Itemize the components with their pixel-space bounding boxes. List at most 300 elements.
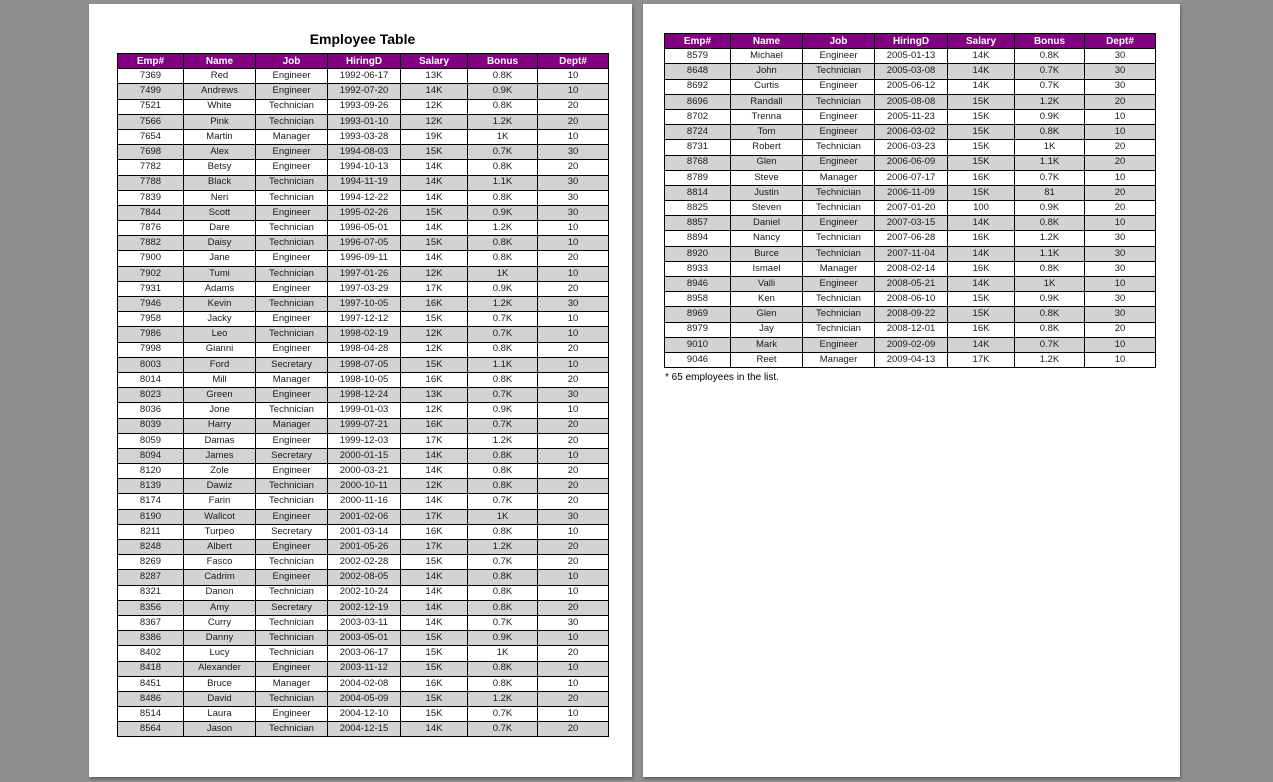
table-cell: 14K xyxy=(401,570,468,585)
table-row xyxy=(118,707,609,722)
column-header-emp: Emp# xyxy=(665,34,731,49)
table-cell: 2005-03-08 xyxy=(875,64,948,79)
table-cell: 0.9K xyxy=(1015,109,1085,124)
table-row xyxy=(118,509,609,524)
table-cell: 81 xyxy=(1015,185,1085,200)
table-cell: Gianni xyxy=(184,342,256,357)
table-cell: 15K xyxy=(401,236,468,251)
table-cell: Technician xyxy=(803,246,875,261)
table-cell: 7654 xyxy=(118,129,184,144)
table-cell: 2001-03-14 xyxy=(328,524,401,539)
table-cell: 1994-11-19 xyxy=(328,175,401,190)
table-cell: 1K xyxy=(468,509,538,524)
table-cell: Lucy xyxy=(184,646,256,661)
table-cell: 8486 xyxy=(118,691,184,706)
table-cell: Engineer xyxy=(256,707,328,722)
table-cell: 17K xyxy=(401,281,468,296)
table-cell: 30 xyxy=(538,388,609,403)
table-cell: Jason xyxy=(184,722,256,737)
table-cell: Jone xyxy=(184,403,256,418)
table-cell: 15K xyxy=(948,125,1015,140)
table-cell: 30 xyxy=(1085,292,1156,307)
table-cell: 2004-02-08 xyxy=(328,676,401,691)
table-cell: 20 xyxy=(1085,185,1156,200)
table-row xyxy=(118,448,609,463)
table-cell: 1993-01-10 xyxy=(328,114,401,129)
table-cell: 1.2K xyxy=(468,540,538,555)
table-cell: 30 xyxy=(538,190,609,205)
table-cell: Technician xyxy=(256,646,328,661)
table-cell: Cadrim xyxy=(184,570,256,585)
table-cell: Randall xyxy=(731,94,803,109)
table-cell: 30 xyxy=(1085,79,1156,94)
column-header-hiringd: HiringD xyxy=(328,54,401,69)
table-row xyxy=(665,277,1156,292)
table-cell: 2008-05-21 xyxy=(875,277,948,292)
table-cell: 1997-01-26 xyxy=(328,266,401,281)
table-cell: 10 xyxy=(538,84,609,99)
table-row xyxy=(665,261,1156,276)
table-cell: 20 xyxy=(538,160,609,175)
table-cell: 8367 xyxy=(118,615,184,630)
table-cell: 2003-05-01 xyxy=(328,631,401,646)
table-cell: 15K xyxy=(948,109,1015,124)
table-cell: 1997-10-05 xyxy=(328,297,401,312)
table-cell: Technician xyxy=(803,322,875,337)
table-cell: Technician xyxy=(803,201,875,216)
table-cell: 20 xyxy=(538,251,609,266)
table-cell: 7698 xyxy=(118,145,184,160)
table-cell: 17K xyxy=(401,509,468,524)
table-cell: 2002-08-05 xyxy=(328,570,401,585)
table-cell: Technician xyxy=(256,236,328,251)
table-cell: Harry xyxy=(184,418,256,433)
table-row xyxy=(665,185,1156,200)
table-row xyxy=(665,246,1156,261)
table-cell: Wallcot xyxy=(184,509,256,524)
table-cell: 15K xyxy=(401,631,468,646)
table-cell: Engineer xyxy=(256,540,328,555)
table-header-row xyxy=(118,54,609,69)
table-cell: 14K xyxy=(401,615,468,630)
table-cell: 30 xyxy=(1085,261,1156,276)
table-cell: 1.2K xyxy=(468,221,538,236)
table-cell: 0.8K xyxy=(468,251,538,266)
table-cell: 7844 xyxy=(118,205,184,220)
table-cell: Damas xyxy=(184,433,256,448)
table-cell: 1.2K xyxy=(1015,352,1085,367)
table-cell: Technician xyxy=(256,722,328,737)
table-cell: Engineer xyxy=(256,84,328,99)
table-cell: 20 xyxy=(538,99,609,114)
table-cell: 8174 xyxy=(118,494,184,509)
table-cell: Engineer xyxy=(803,216,875,231)
table-cell: Engineer xyxy=(256,433,328,448)
table-cell: 1996-05-01 xyxy=(328,221,401,236)
table-row xyxy=(118,327,609,342)
table-cell: 100 xyxy=(948,201,1015,216)
table-cell: Technician xyxy=(256,585,328,600)
table-cell: 15K xyxy=(401,646,468,661)
table-row xyxy=(118,297,609,312)
table-cell: 20 xyxy=(538,494,609,509)
table-cell: Manager xyxy=(803,170,875,185)
table-cell: 30 xyxy=(538,205,609,220)
table-cell: Engineer xyxy=(803,277,875,292)
table-cell: 8211 xyxy=(118,524,184,539)
employee-table-page-2 xyxy=(664,33,1156,368)
table-cell: 7839 xyxy=(118,190,184,205)
page-title: Employee Table xyxy=(309,31,416,47)
table-row xyxy=(118,661,609,676)
table-cell: Secretary xyxy=(256,448,328,463)
table-cell: 2003-03-11 xyxy=(328,615,401,630)
table-cell: Technician xyxy=(803,140,875,155)
table-cell: Engineer xyxy=(256,281,328,296)
table-cell: 16K xyxy=(401,297,468,312)
table-cell: 20 xyxy=(538,464,609,479)
table-cell: 2002-10-24 xyxy=(328,585,401,600)
table-cell: 14K xyxy=(401,84,468,99)
table-cell: 30 xyxy=(1085,64,1156,79)
table-cell: 0.8K xyxy=(468,99,538,114)
table-cell: 0.8K xyxy=(468,676,538,691)
table-cell: 14K xyxy=(948,216,1015,231)
table-cell: 0.8K xyxy=(468,236,538,251)
table-cell: 0.8K xyxy=(1015,125,1085,140)
table-cell: Engineer xyxy=(256,312,328,327)
table-cell: Curry xyxy=(184,615,256,630)
table-cell: 10 xyxy=(538,312,609,327)
table-cell: 8190 xyxy=(118,509,184,524)
table-cell: 8451 xyxy=(118,676,184,691)
table-cell: 14K xyxy=(401,464,468,479)
table-cell: 2008-02-14 xyxy=(875,261,948,276)
table-cell: Technician xyxy=(256,221,328,236)
table-cell: Nancy xyxy=(731,231,803,246)
table-cell: 2006-03-02 xyxy=(875,125,948,140)
table-cell: 20 xyxy=(1085,201,1156,216)
table-cell: 15K xyxy=(401,661,468,676)
table-cell: 1993-09-26 xyxy=(328,99,401,114)
table-cell: 1K xyxy=(1015,140,1085,155)
table-cell: 1992-06-17 xyxy=(328,69,401,84)
table-row xyxy=(118,615,609,630)
table-cell: 7499 xyxy=(118,84,184,99)
table-cell: 8724 xyxy=(665,125,731,140)
table-cell: Engineer xyxy=(803,109,875,124)
table-cell: 10 xyxy=(1085,170,1156,185)
table-cell: 1992-07-20 xyxy=(328,84,401,99)
table-cell: Glen xyxy=(731,155,803,170)
table-cell: 7902 xyxy=(118,266,184,281)
table-cell: Engineer xyxy=(256,570,328,585)
table-cell: 14K xyxy=(948,49,1015,64)
table-cell: 10 xyxy=(538,327,609,342)
column-header-job: Job xyxy=(256,54,328,69)
table-cell: Jay xyxy=(731,322,803,337)
table-cell: James xyxy=(184,448,256,463)
table-cell: Engineer xyxy=(256,205,328,220)
column-header-dept: Dept# xyxy=(538,54,609,69)
table-row xyxy=(665,79,1156,94)
table-cell: 2007-06-28 xyxy=(875,231,948,246)
table-cell: 30 xyxy=(538,145,609,160)
table-row xyxy=(118,600,609,615)
table-row xyxy=(118,175,609,190)
table-cell: 0.9K xyxy=(468,205,538,220)
table-cell: 2000-10-11 xyxy=(328,479,401,494)
table-cell: Technician xyxy=(803,94,875,109)
table-cell: 12K xyxy=(401,327,468,342)
table-cell: 15K xyxy=(948,140,1015,155)
table-cell: 7876 xyxy=(118,221,184,236)
table-cell: 1998-07-05 xyxy=(328,357,401,372)
table-cell: 2006-03-23 xyxy=(875,140,948,155)
column-header-bonus: Bonus xyxy=(1015,34,1085,49)
table-cell: 8036 xyxy=(118,403,184,418)
table-cell: 8969 xyxy=(665,307,731,322)
table-cell: Curtis xyxy=(731,79,803,94)
table-row xyxy=(118,251,609,266)
table-cell: Engineer xyxy=(803,155,875,170)
table-cell: 17K xyxy=(948,352,1015,367)
table-cell: 14K xyxy=(948,246,1015,261)
table-cell: Kevin xyxy=(184,297,256,312)
table-cell: 15K xyxy=(401,145,468,160)
table-cell: Bruce xyxy=(184,676,256,691)
table-cell: Red xyxy=(184,69,256,84)
table-cell: Technician xyxy=(256,327,328,342)
table-cell: 10 xyxy=(538,524,609,539)
table-cell: 1994-08-03 xyxy=(328,145,401,160)
table-cell: 8287 xyxy=(118,570,184,585)
table-cell: Engineer xyxy=(256,388,328,403)
table-cell: 12K xyxy=(401,403,468,418)
table-cell: 20 xyxy=(538,722,609,737)
table-cell: 7882 xyxy=(118,236,184,251)
column-header-salary: Salary xyxy=(401,54,468,69)
table-cell: 12K xyxy=(401,479,468,494)
table-cell: 0.7K xyxy=(1015,337,1085,352)
table-cell: Zole xyxy=(184,464,256,479)
table-cell: 7521 xyxy=(118,99,184,114)
table-cell: 2002-02-28 xyxy=(328,555,401,570)
table-cell: 20 xyxy=(538,433,609,448)
table-cell: 20 xyxy=(538,600,609,615)
table-cell: 0.7K xyxy=(468,707,538,722)
table-cell: 1999-12-03 xyxy=(328,433,401,448)
table-cell: 0.9K xyxy=(468,84,538,99)
table-cell: 15K xyxy=(401,312,468,327)
table-cell: Andrews xyxy=(184,84,256,99)
table-cell: 16K xyxy=(401,676,468,691)
table-cell: Black xyxy=(184,175,256,190)
table-cell: 20 xyxy=(1085,94,1156,109)
table-cell: 8120 xyxy=(118,464,184,479)
table-cell: Michael xyxy=(731,49,803,64)
column-header-hiringd: HiringD xyxy=(875,34,948,49)
table-cell: 30 xyxy=(1085,307,1156,322)
table-cell: Engineer xyxy=(803,337,875,352)
table-cell: 0.7K xyxy=(468,312,538,327)
table-row xyxy=(118,570,609,585)
table-cell: 10 xyxy=(538,661,609,676)
table-cell: Daniel xyxy=(731,216,803,231)
table-cell: Laura xyxy=(184,707,256,722)
table-cell: 2002-12-19 xyxy=(328,600,401,615)
column-header-bonus: Bonus xyxy=(468,54,538,69)
table-cell: 14K xyxy=(401,221,468,236)
table-cell: 0.8K xyxy=(1015,49,1085,64)
table-cell: Engineer xyxy=(256,661,328,676)
table-cell: Danny xyxy=(184,631,256,646)
table-cell: 0.8K xyxy=(468,69,538,84)
table-cell: 10 xyxy=(538,676,609,691)
table-cell: 0.8K xyxy=(468,464,538,479)
table-cell: 1K xyxy=(468,266,538,281)
table-cell: 1999-07-21 xyxy=(328,418,401,433)
table-cell: Daisy xyxy=(184,236,256,251)
table-cell: Scott xyxy=(184,205,256,220)
table-cell: 10 xyxy=(538,266,609,281)
table-cell: 10 xyxy=(538,403,609,418)
table-cell: 20 xyxy=(538,418,609,433)
table-row xyxy=(118,114,609,129)
table-cell: Secretary xyxy=(256,357,328,372)
table-cell: 15K xyxy=(948,94,1015,109)
table-cell: Dare xyxy=(184,221,256,236)
table-cell: 8920 xyxy=(665,246,731,261)
table-cell: 1.1K xyxy=(468,175,538,190)
column-header-emp: Emp# xyxy=(118,54,184,69)
table-cell: 10 xyxy=(1085,216,1156,231)
table-cell: 0.7K xyxy=(468,555,538,570)
table-cell: 1998-02-19 xyxy=(328,327,401,342)
table-cell: Technician xyxy=(256,555,328,570)
table-row xyxy=(118,403,609,418)
table-cell: 0.7K xyxy=(468,722,538,737)
table-cell: Technician xyxy=(256,190,328,205)
table-cell: Valli xyxy=(731,277,803,292)
table-cell: 2004-12-15 xyxy=(328,722,401,737)
table-cell: Amy xyxy=(184,600,256,615)
table-cell: Ford xyxy=(184,357,256,372)
table-cell: 8321 xyxy=(118,585,184,600)
table-cell: 2008-09-22 xyxy=(875,307,948,322)
table-cell: 7782 xyxy=(118,160,184,175)
table-cell: 0.7K xyxy=(468,418,538,433)
column-header-dept: Dept# xyxy=(1085,34,1156,49)
table-row xyxy=(118,585,609,600)
column-header-name: Name xyxy=(184,54,256,69)
table-cell: 20 xyxy=(538,479,609,494)
table-cell: 0.8K xyxy=(468,448,538,463)
table-cell: 30 xyxy=(538,615,609,630)
table-cell: 0.9K xyxy=(1015,201,1085,216)
table-row xyxy=(665,109,1156,124)
table-cell: Green xyxy=(184,388,256,403)
table-cell: 16K xyxy=(401,524,468,539)
table-cell: 0.8K xyxy=(468,372,538,387)
table-cell: Alex xyxy=(184,145,256,160)
employee-count-footnote: * 65 employees in the list. xyxy=(665,372,779,383)
table-cell: Technician xyxy=(803,64,875,79)
table-cell: 14K xyxy=(401,494,468,509)
column-header-name: Name xyxy=(731,34,803,49)
table-row xyxy=(118,221,609,236)
table-cell: 14K xyxy=(948,337,1015,352)
table-cell: Dawiz xyxy=(184,479,256,494)
table-cell: 1K xyxy=(468,129,538,144)
table-cell: 8731 xyxy=(665,140,731,155)
table-cell: Danon xyxy=(184,585,256,600)
table-cell: 1996-07-05 xyxy=(328,236,401,251)
table-cell: Technician xyxy=(803,307,875,322)
table-cell: 8014 xyxy=(118,372,184,387)
table-row xyxy=(118,266,609,281)
table-row xyxy=(118,691,609,706)
table-cell: Secretary xyxy=(256,524,328,539)
column-header-job: Job xyxy=(803,34,875,49)
table-cell: 1998-04-28 xyxy=(328,342,401,357)
table-row xyxy=(118,540,609,555)
table-row xyxy=(118,312,609,327)
table-cell: 2008-12-01 xyxy=(875,322,948,337)
table-cell: 1.2K xyxy=(468,297,538,312)
table-cell: 10 xyxy=(1085,352,1156,367)
table-cell: 20 xyxy=(538,646,609,661)
table-cell: 8564 xyxy=(118,722,184,737)
table-cell: Secretary xyxy=(256,600,328,615)
table-cell: 7986 xyxy=(118,327,184,342)
table-cell: 0.8K xyxy=(468,342,538,357)
table-cell: Betsy xyxy=(184,160,256,175)
table-cell: Technician xyxy=(256,494,328,509)
table-cell: Ismael xyxy=(731,261,803,276)
table-cell: Martin xyxy=(184,129,256,144)
table-cell: 14K xyxy=(401,251,468,266)
table-cell: 7566 xyxy=(118,114,184,129)
table-cell: 8094 xyxy=(118,448,184,463)
table-row xyxy=(118,372,609,387)
table-cell: Manager xyxy=(256,372,328,387)
table-cell: 1993-03-28 xyxy=(328,129,401,144)
table-cell: Engineer xyxy=(803,125,875,140)
table-cell: 2000-11-16 xyxy=(328,494,401,509)
table-cell: 20 xyxy=(538,691,609,706)
table-cell: 8768 xyxy=(665,155,731,170)
table-row xyxy=(118,676,609,691)
table-row xyxy=(665,352,1156,367)
table-cell: Technician xyxy=(256,114,328,129)
table-row xyxy=(118,722,609,737)
table-cell: 2009-02-09 xyxy=(875,337,948,352)
table-cell: 13K xyxy=(401,388,468,403)
table-cell: Engineer xyxy=(256,145,328,160)
table-cell: 14K xyxy=(401,722,468,737)
table-cell: Trenna xyxy=(731,109,803,124)
table-cell: 15K xyxy=(401,205,468,220)
table-cell: Burce xyxy=(731,246,803,261)
table-cell: 7958 xyxy=(118,312,184,327)
table-cell: 17K xyxy=(401,540,468,555)
table-cell: 8139 xyxy=(118,479,184,494)
table-cell: 7900 xyxy=(118,251,184,266)
table-cell: Robert xyxy=(731,140,803,155)
table-cell: Engineer xyxy=(256,69,328,84)
table-cell: 8702 xyxy=(665,109,731,124)
